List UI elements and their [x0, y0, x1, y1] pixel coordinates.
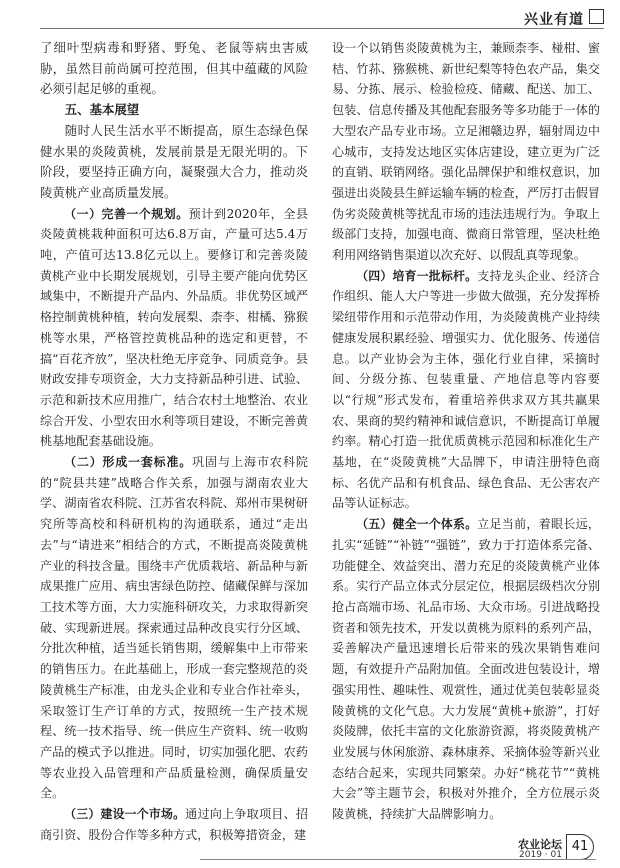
header-divider: [40, 28, 604, 29]
point-2-text: 巩固与上海市农科院的“院县共建”战略合作关系，加强与湖南农业大学、湖南省农科院、江苏省农科院、郑州市果树研究所等高校和科研机构的沟通联系，通过“走出去”与“请进来”相结合的方式，不断提高炎陵黄桃产业的科技含量。围绕丰产优质栽培、新品种与新成果推广应用、病虫害绿色防控、储藏保鲜与深加工技术等方面，大力实施科研攻关，力求取得新突破、实现新进展。探索通过品种改良实行分区域、分批次种植，适当延长销售期，缓解集中上市带来的销售压力。在此基础上，形成一套完整规范的炎陵黄桃生产标准，由龙头企业和专业合作社牵头，采取签订生产订单的方式，按照统一生产技术规程、统一技术指导、统一供应生产资料、统一收购产品的模式予以推进。同时，切实加强化肥、农药等农业投入品管理和产品质量检测，确保质量安全。: [40, 455, 308, 801]
point-3-text: 通过向上争取项目、招商引资、股份合作等多种方式，积极筹措资金，建: [40, 807, 308, 842]
issue-number: 2019 · 01: [519, 850, 562, 860]
point-5-lead: （五）健全一个体系。: [356, 517, 478, 532]
point-4-text: 支持龙头企业、经济合作组织、能人大户等进一步做大做强，充分发挥桥梁纽带作用和示范带动作用，为炎陵黄桃产业持续健康发展积累经验、增强实力、优化服务、传递信息。以产业协会为主体，强化行业自律，采摘时间、分级分拣、包装重量、产地信息等内容要以“行规”形式发布，着重培养供求双方其共赢果农、果商的契约精神和诚信意识，不断提高订单履约率。精心打造一批优质黄桃示范园和标准化生产基地，在“炎陵黄桃”大品牌下，申请注册特色商标、名优产品和有机食品、绿色食品、无公害农产品等认证标志。: [332, 268, 600, 511]
section-heading: 五、基本展望: [64, 102, 140, 118]
page-header: [0, 0, 620, 30]
point-4-lead: （四）培育一批标杆。: [356, 268, 478, 283]
page-footer: [0, 828, 620, 868]
section-title: 兴业有道: [524, 12, 584, 28]
point-1-text: 预计到2020年，全县炎陵黄桃栽种面积可达6.8万亩，产量可达5.4万吨，产值可达13.8亿元以上。要修订和完善炎陵黄桃产业中长期发展规划，引导主要产能向优势区域集中，不断提升产品内、外品质。非优势区域严格控制黄桃种植，转向发展梨、柰李、柑橘、猕猴桃等水果，严格管控黄桃品种的选定和更替，不搞“百花齐放”，坚决杜绝无序竞争、同质竞争。县财政安排专项资金，大力支持新品种引进、试验、示范和新技术应用推广，结合农村土地整治、农业综合开发、小型农田水利等项目建设，不断完善黄桃基地配套基础设施。: [40, 206, 308, 449]
point-5-text: 立足当前，着眼长远，扎实“延链”“补链”“强链”，致力于打造体系完备、功能健全、效益突出、潜力充足的炎陵黄桃产业体系。实行产品立体式分层定位，根据层级档次分别抢占高端市场、礼品市场、大众市场。引进战略投资者和领先技术，开发以黄桃为原料的系列产品，妥善解决产量迅速增长后带来的残次果销售难问题，有效提升产品附加值。全面改进包装设计，增强实用性、趣味性、观赏性，通过优美包装彰显炎陵黄桃的文化气息。大力发展“黄桃+旅游”，打好炎陵牌，依托丰富的文化旅游资源，将炎陵黄桃产业发展与休闲旅游、森林康养、采摘体验等新兴业态结合起来，实现共同繁荣。办好“桃花节”“黄桃大会”等主题节会，积极对外推介，全方位展示炎陵黄桃，持续扩大品牌影响力。: [332, 517, 600, 822]
left-column: [40, 38, 308, 845]
point-4-paragraph: [332, 266, 600, 514]
point-3-continued: 设一个以销售炎陵黄桃为主，兼顾柰李、椪柑、蜜桔、竹荪、猕猴桃、新世纪梨等特色农产品，集交易、分拣、展示、检验检疫、储藏、配送、加工、包装、信息传播及其他配套服务等多功能于一体的大型农产品专业市场。立足湘赣边界，辐射周边中心城市，支持发达地区实体店建设，建立更为广泛的直销、联销网络。强化品牌保护和维权意识，加强进出炎陵县生鲜运输车辆的检查，严厉打击假冒伪劣炎陵黄桃等扰乱市场的违法违规行为。争取上级部门支持，加强电商、微商日常管理，坚决杜绝利用网络销售渠道以次充好、以假乱真等现象。: [332, 41, 600, 263]
point-1-lead: （一）完善一个规划。: [64, 206, 189, 221]
footer-divider: [200, 859, 596, 860]
point-2-paragraph: [40, 452, 308, 804]
point-3-lead: （三）建设一个市场。: [64, 807, 186, 822]
intro-paragraph: 了细叶型病毒和野猪、野兔、老鼠等病虫害威胁，虽然目前尚属可控范围，但其中蕴藏的风险必须引起足够的重视。: [40, 40, 308, 97]
point-2-lead: （二）形成一套标准。: [64, 455, 193, 470]
overview-paragraph: 随时人民生活水平不断提高，原生态绿色保健水果的炎陵黄桃，发展前景是无限光明的。下阶段，要坚持正确方向，凝聚强大合力，推动炎陵黄桃产业高质量发展。: [40, 122, 308, 200]
page-number: 41: [566, 834, 594, 860]
journal-name: 农业论坛: [518, 838, 562, 851]
point-5-paragraph: [332, 514, 600, 825]
right-column: [332, 38, 600, 825]
header-square-icon: [589, 9, 604, 24]
point-1-paragraph: [40, 204, 308, 452]
